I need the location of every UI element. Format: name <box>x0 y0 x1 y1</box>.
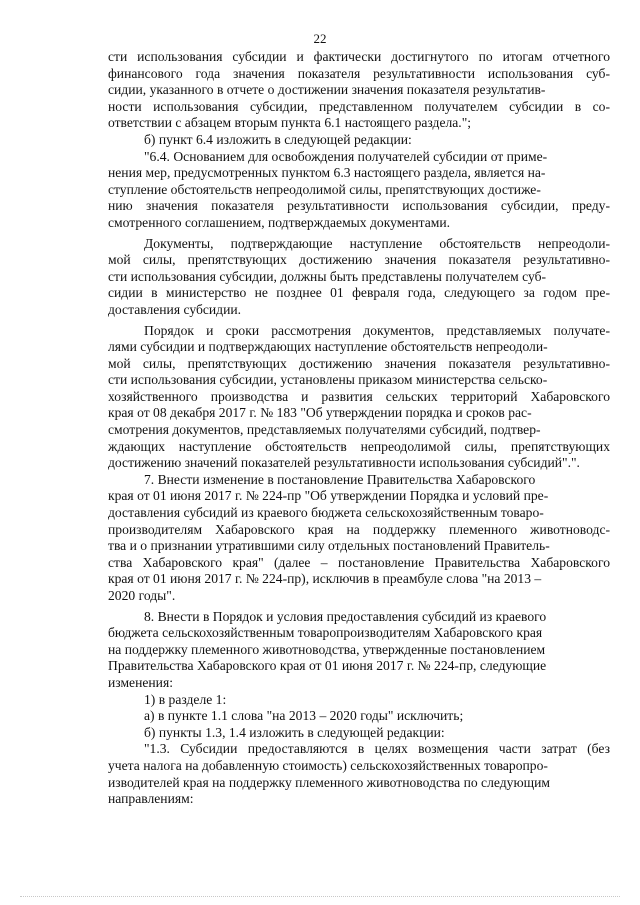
paragraph <box>108 609 610 692</box>
text-line: финансового года значения показателя результативности использования суб- <box>108 65 610 81</box>
paragraph <box>108 236 610 319</box>
text-line: сти использования субсидии и фактически достигнутого по итогам отчетного <box>108 49 610 64</box>
text-line: мой силы, препятствующих достижению значения показателя результативно- <box>108 355 610 371</box>
text-line: достижению значений показателей результативности использования субсидий".". <box>108 455 580 471</box>
text-line: б) пункты 1.3, 1.4 изложить в следующей редакции: <box>144 724 445 740</box>
text-line: "6.4. Основанием для освобождения получателей субсидии от приме- <box>144 148 548 164</box>
text-line: на поддержку племенного животноводства, утвержденные постановлением <box>108 641 546 657</box>
page-number: 22 <box>313 31 327 46</box>
text-line: Правительства Хабаровского края от 01 июня 2017 г. № 224-пр, следующие <box>108 658 547 674</box>
text-line: ответствии с абзацем вторым пункта 6.1 настоящего раздела."; <box>108 115 472 131</box>
text-line: сидии в министерство не позднее 01 февраля года, следующего за годом пре- <box>108 285 610 301</box>
text-line: нию значения показателя результативности использования субсидии, преду- <box>108 198 610 214</box>
paragraph <box>108 49 610 132</box>
text-line: ждающих наступление обстоятельств непреодолимой силы, препятствующих <box>108 438 610 454</box>
text-line: сти использования субсидии, должны быть представлены получателем суб- <box>108 268 547 284</box>
paragraph <box>108 472 610 605</box>
text-line: смотрения документов, представляемых получателями субсидий, подтвер- <box>108 422 541 438</box>
document-body <box>108 49 610 808</box>
paragraph <box>108 725 610 742</box>
text-line: Документы, подтверждающие наступление обстоятельств непреодоли- <box>144 235 610 251</box>
text-line: учета налога на добавленную стоимость) сельскохозяйственных товаропро- <box>108 757 548 773</box>
paragraph <box>108 708 610 725</box>
text-line: направлениям: <box>108 791 194 807</box>
text-line: сидии, указанного в отчете о достижении значения показателя результатив- <box>108 82 546 98</box>
text-line: края от 08 декабря 2017 г. № 183 "Об утверждении порядка и сроков рас- <box>108 405 532 421</box>
text-line: ступление обстоятельств непреодолимой силы, препятствующих достиже- <box>108 181 541 197</box>
text-line: мой силы, препятствующих достижению значения показателя результативно- <box>108 252 610 268</box>
paragraph <box>108 692 610 709</box>
text-line: а) в пункте 1.1 слова "на 2013 – 2020 годы" исключить; <box>144 708 464 724</box>
text-line: 1) в разделе 1: <box>144 691 227 707</box>
text-line: "1.3. Субсидии предоставляются в целях возмещения части затрат (без <box>144 741 610 757</box>
text-line: ства Хабаровского края" (далее – постановление Правительства Хабаровского <box>108 554 610 570</box>
text-line: бюджета сельскохозяйственным товаропроизводителям Хабаровского края <box>108 625 543 641</box>
text-line: изменения: <box>108 674 173 690</box>
text-line: производителям Хабаровского края на поддержку племенного животноводс- <box>108 521 610 537</box>
text-line: ности использования субсидии, представленном получателем субсидии в со- <box>108 98 610 114</box>
text-line: сти использования субсидии, установлены приказом министерства сельско- <box>108 372 548 388</box>
text-line: изводителей края на поддержку племенного животноводства по следующим <box>108 774 550 790</box>
scan-edge-line <box>20 896 620 897</box>
paragraph <box>108 323 610 472</box>
text-line: доставления субсидии. <box>108 301 242 317</box>
text-line: нения мер, предусмотренных пунктом 6.3 настоящего раздела, является на- <box>108 165 546 181</box>
text-line: хозяйственного производства и развития сельских территорий Хабаровского <box>108 388 610 404</box>
text-line: б) пункт 6.4 изложить в следующей редакции: <box>144 131 412 147</box>
paragraph <box>108 741 610 807</box>
text-line: края от 01 июня 2017 г. № 224-пр), исключив в преамбуле слова "на 2013 – <box>108 571 542 587</box>
text-line: Порядок и сроки рассмотрения документов, представляемых получате- <box>144 322 610 338</box>
text-line: тва и о признании утратившими силу отдельных постановлений Правитель- <box>108 538 550 554</box>
text-line: лями субсидии и подтверждающих наступление обстоятельств непреодоли- <box>108 339 548 355</box>
text-line: 7. Внести изменение в постановление Правительства Хабаровского <box>144 471 536 487</box>
text-line: доставления субсидий из краевого бюджета сельскохозяйственным товаро- <box>108 505 544 521</box>
text-line: смотренного соглашением, подтверждаемых документами. <box>108 214 451 230</box>
text-line: 8. Внести в Порядок и условия предоставления субсидий из краевого <box>144 608 547 624</box>
text-line: края от 01 июня 2017 г. № 224-пр "Об утверждении Порядка и условий пре- <box>108 488 549 504</box>
text-line: 2020 годы". <box>108 588 176 603</box>
paragraph <box>108 149 610 232</box>
paragraph <box>108 132 610 149</box>
